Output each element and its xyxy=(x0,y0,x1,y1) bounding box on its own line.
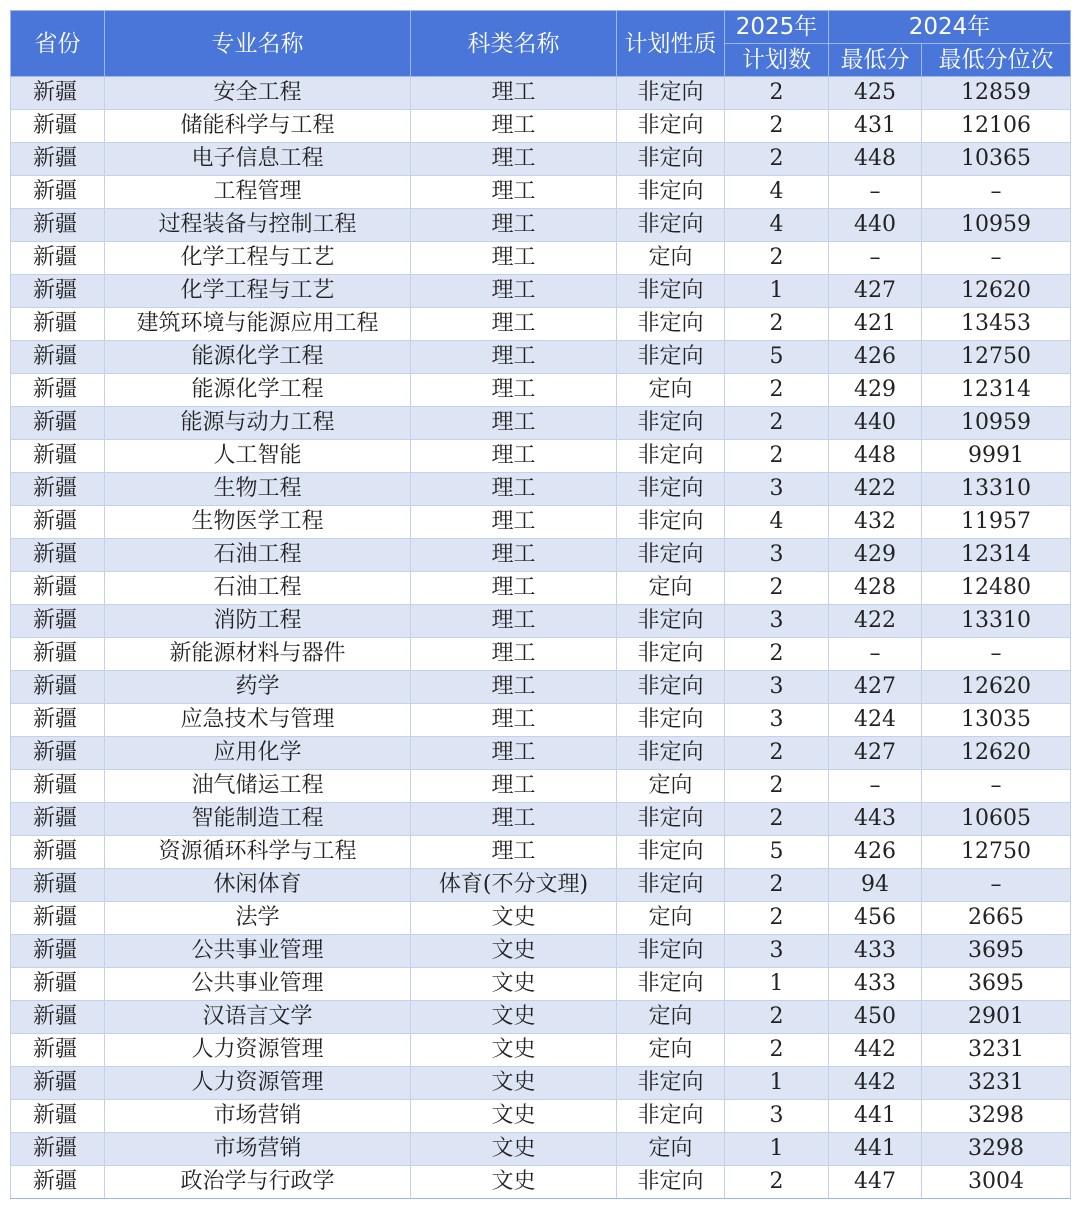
cell-plan-type: 非定向 xyxy=(617,176,725,209)
cell-plan-2025: 2 xyxy=(725,1166,829,1199)
cell-category: 文史 xyxy=(411,902,617,935)
cell-major: 储能科学与工程 xyxy=(105,110,411,143)
cell-plan-type: 非定向 xyxy=(617,704,725,737)
cell-plan-2025: 2 xyxy=(725,1034,829,1067)
cell-province: 新疆 xyxy=(11,803,105,836)
cell-plan-2025: 2 xyxy=(725,572,829,605)
cell-province: 新疆 xyxy=(11,1067,105,1100)
cell-min-score: 429 xyxy=(829,539,922,572)
table-row xyxy=(11,341,1071,374)
table-row xyxy=(11,407,1071,440)
cell-plan-2025: 1 xyxy=(725,1067,829,1100)
cell-province: 新疆 xyxy=(11,638,105,671)
cell-major: 工程管理 xyxy=(105,176,411,209)
table-row xyxy=(11,176,1071,209)
cell-plan-type: 非定向 xyxy=(617,341,725,374)
cell-min-rank: 10959 xyxy=(922,209,1071,242)
cell-major: 新能源材料与器件 xyxy=(105,638,411,671)
cell-min-rank: 3298 xyxy=(922,1133,1071,1166)
cell-province: 新疆 xyxy=(11,209,105,242)
cell-min-rank: 2665 xyxy=(922,902,1071,935)
cell-plan-type: 非定向 xyxy=(617,671,725,704)
cell-plan-2025: 2 xyxy=(725,902,829,935)
cell-province: 新疆 xyxy=(11,374,105,407)
header-year-2024: 2024年 xyxy=(829,11,1071,44)
cell-plan-2025: 1 xyxy=(725,1133,829,1166)
cell-min-score: 448 xyxy=(829,440,922,473)
cell-plan-type: 非定向 xyxy=(617,110,725,143)
cell-major: 市场营销 xyxy=(105,1133,411,1166)
cell-min-score: 424 xyxy=(829,704,922,737)
table-row xyxy=(11,473,1071,506)
cell-category: 理工 xyxy=(411,638,617,671)
cell-plan-type: 非定向 xyxy=(617,737,725,770)
cell-plan-2025: 2 xyxy=(725,869,829,902)
cell-min-rank: 13310 xyxy=(922,605,1071,638)
table-row xyxy=(11,1034,1071,1067)
cell-plan-type: 定向 xyxy=(617,770,725,803)
cell-min-score: 441 xyxy=(829,1100,922,1133)
cell-min-rank: 3004 xyxy=(922,1166,1071,1199)
cell-plan-type: 定向 xyxy=(617,1001,725,1034)
table-row xyxy=(11,209,1071,242)
cell-min-score: 443 xyxy=(829,803,922,836)
table-row xyxy=(11,143,1071,176)
cell-category: 文史 xyxy=(411,1001,617,1034)
cell-province: 新疆 xyxy=(11,737,105,770)
cell-province: 新疆 xyxy=(11,539,105,572)
cell-min-rank: 2901 xyxy=(922,1001,1071,1034)
cell-province: 新疆 xyxy=(11,341,105,374)
table-row xyxy=(11,935,1071,968)
cell-major: 油气储运工程 xyxy=(105,770,411,803)
cell-major: 石油工程 xyxy=(105,539,411,572)
cell-min-rank: 12314 xyxy=(922,374,1071,407)
cell-plan-type: 定向 xyxy=(617,572,725,605)
header-province: 省份 xyxy=(11,11,105,77)
cell-plan-2025: 3 xyxy=(725,935,829,968)
cell-min-rank: 10959 xyxy=(922,407,1071,440)
cell-plan-2025: 3 xyxy=(725,704,829,737)
table-row xyxy=(11,836,1071,869)
table-row xyxy=(11,374,1071,407)
cell-category: 理工 xyxy=(411,572,617,605)
cell-category: 理工 xyxy=(411,473,617,506)
cell-min-rank: – xyxy=(922,242,1071,275)
cell-plan-2025: 4 xyxy=(725,506,829,539)
cell-major: 化学工程与工艺 xyxy=(105,242,411,275)
cell-min-score: 442 xyxy=(829,1034,922,1067)
cell-plan-type: 非定向 xyxy=(617,1166,725,1199)
header-plan-type: 计划性质 xyxy=(617,11,725,77)
cell-major: 应用化学 xyxy=(105,737,411,770)
table-header xyxy=(11,11,1071,77)
cell-plan-2025: 2 xyxy=(725,638,829,671)
cell-plan-type: 非定向 xyxy=(617,209,725,242)
cell-min-score: – xyxy=(829,638,922,671)
cell-category: 理工 xyxy=(411,110,617,143)
cell-major: 生物工程 xyxy=(105,473,411,506)
cell-province: 新疆 xyxy=(11,506,105,539)
cell-province: 新疆 xyxy=(11,935,105,968)
cell-min-score: 433 xyxy=(829,935,922,968)
table-row xyxy=(11,1067,1071,1100)
table-row xyxy=(11,1100,1071,1133)
cell-plan-type: 非定向 xyxy=(617,605,725,638)
table-row xyxy=(11,77,1071,110)
cell-plan-2025: 1 xyxy=(725,968,829,1001)
cell-min-rank: 3695 xyxy=(922,968,1071,1001)
cell-category: 文史 xyxy=(411,1034,617,1067)
cell-min-rank: 12314 xyxy=(922,539,1071,572)
cell-min-score: 433 xyxy=(829,968,922,1001)
table-row xyxy=(11,638,1071,671)
cell-category: 理工 xyxy=(411,341,617,374)
cell-plan-type: 非定向 xyxy=(617,506,725,539)
cell-category: 文史 xyxy=(411,935,617,968)
cell-major: 化学工程与工艺 xyxy=(105,275,411,308)
cell-category: 理工 xyxy=(411,803,617,836)
cell-category: 理工 xyxy=(411,209,617,242)
cell-plan-2025: 4 xyxy=(725,176,829,209)
cell-plan-type: 定向 xyxy=(617,1034,725,1067)
cell-min-score: 94 xyxy=(829,869,922,902)
cell-province: 新疆 xyxy=(11,836,105,869)
cell-province: 新疆 xyxy=(11,143,105,176)
cell-category: 理工 xyxy=(411,770,617,803)
cell-min-score: – xyxy=(829,242,922,275)
cell-plan-type: 非定向 xyxy=(617,143,725,176)
table-row xyxy=(11,671,1071,704)
table-row xyxy=(11,704,1071,737)
table-row xyxy=(11,506,1071,539)
cell-min-rank: 13035 xyxy=(922,704,1071,737)
cell-min-rank: 12750 xyxy=(922,836,1071,869)
cell-min-rank: 12480 xyxy=(922,572,1071,605)
cell-plan-type: 非定向 xyxy=(617,275,725,308)
cell-min-score: 421 xyxy=(829,308,922,341)
table-row xyxy=(11,539,1071,572)
cell-major: 市场营销 xyxy=(105,1100,411,1133)
cell-min-rank: 3231 xyxy=(922,1034,1071,1067)
cell-min-score: 422 xyxy=(829,473,922,506)
cell-min-score: 427 xyxy=(829,671,922,704)
cell-category: 理工 xyxy=(411,77,617,110)
header-plan-2025-count: 计划数 xyxy=(725,44,829,77)
table-row xyxy=(11,1133,1071,1166)
cell-min-score: 431 xyxy=(829,110,922,143)
cell-category: 理工 xyxy=(411,737,617,770)
cell-province: 新疆 xyxy=(11,275,105,308)
cell-major: 人力资源管理 xyxy=(105,1034,411,1067)
cell-major: 生物医学工程 xyxy=(105,506,411,539)
cell-min-score: 425 xyxy=(829,77,922,110)
cell-plan-type: 非定向 xyxy=(617,803,725,836)
cell-min-score: 427 xyxy=(829,737,922,770)
cell-major: 人工智能 xyxy=(105,440,411,473)
table-row xyxy=(11,110,1071,143)
cell-min-rank: 12620 xyxy=(922,671,1071,704)
header-min-score: 最低分 xyxy=(829,44,922,77)
cell-province: 新疆 xyxy=(11,704,105,737)
cell-plan-2025: 2 xyxy=(725,110,829,143)
cell-min-score: 432 xyxy=(829,506,922,539)
cell-plan-2025: 3 xyxy=(725,605,829,638)
cell-plan-2025: 2 xyxy=(725,143,829,176)
cell-major: 石油工程 xyxy=(105,572,411,605)
cell-plan-2025: 3 xyxy=(725,1100,829,1133)
cell-plan-type: 非定向 xyxy=(617,539,725,572)
cell-category: 文史 xyxy=(411,1133,617,1166)
cell-category: 文史 xyxy=(411,968,617,1001)
cell-min-score: 447 xyxy=(829,1166,922,1199)
cell-major: 建筑环境与能源应用工程 xyxy=(105,308,411,341)
cell-category: 理工 xyxy=(411,440,617,473)
cell-plan-type: 非定向 xyxy=(617,638,725,671)
cell-major: 消防工程 xyxy=(105,605,411,638)
cell-major: 过程装备与控制工程 xyxy=(105,209,411,242)
cell-province: 新疆 xyxy=(11,902,105,935)
cell-min-score: 456 xyxy=(829,902,922,935)
table-row xyxy=(11,737,1071,770)
header-category: 科类名称 xyxy=(411,11,617,77)
cell-plan-type: 非定向 xyxy=(617,77,725,110)
cell-category: 理工 xyxy=(411,704,617,737)
cell-min-rank: – xyxy=(922,638,1071,671)
table-row xyxy=(11,572,1071,605)
cell-major: 公共事业管理 xyxy=(105,935,411,968)
cell-category: 理工 xyxy=(411,176,617,209)
table-row xyxy=(11,308,1071,341)
cell-province: 新疆 xyxy=(11,671,105,704)
cell-province: 新疆 xyxy=(11,572,105,605)
cell-province: 新疆 xyxy=(11,77,105,110)
cell-major: 法学 xyxy=(105,902,411,935)
cell-min-score: 426 xyxy=(829,341,922,374)
cell-category: 理工 xyxy=(411,506,617,539)
cell-major: 汉语言文学 xyxy=(105,1001,411,1034)
cell-min-rank: 12750 xyxy=(922,341,1071,374)
cell-category: 理工 xyxy=(411,374,617,407)
cell-major: 能源与动力工程 xyxy=(105,407,411,440)
cell-province: 新疆 xyxy=(11,1100,105,1133)
cell-province: 新疆 xyxy=(11,440,105,473)
cell-plan-2025: 2 xyxy=(725,242,829,275)
cell-plan-2025: 2 xyxy=(725,737,829,770)
table-row xyxy=(11,605,1071,638)
cell-province: 新疆 xyxy=(11,110,105,143)
cell-province: 新疆 xyxy=(11,770,105,803)
cell-min-rank: 3695 xyxy=(922,935,1071,968)
cell-category: 体育(不分文理) xyxy=(411,869,617,902)
cell-min-rank: 12620 xyxy=(922,275,1071,308)
table-row xyxy=(11,440,1071,473)
cell-major: 能源化学工程 xyxy=(105,374,411,407)
cell-major: 智能制造工程 xyxy=(105,803,411,836)
header-min-rank: 最低分位次 xyxy=(922,44,1071,77)
cell-major: 公共事业管理 xyxy=(105,968,411,1001)
table-row xyxy=(11,803,1071,836)
cell-category: 文史 xyxy=(411,1067,617,1100)
cell-min-score: 427 xyxy=(829,275,922,308)
cell-major: 人力资源管理 xyxy=(105,1067,411,1100)
table-row xyxy=(11,1166,1071,1199)
cell-plan-type: 定向 xyxy=(617,374,725,407)
cell-plan-type: 非定向 xyxy=(617,836,725,869)
cell-min-score: 440 xyxy=(829,209,922,242)
cell-min-score: 426 xyxy=(829,836,922,869)
cell-province: 新疆 xyxy=(11,308,105,341)
cell-min-rank: 12106 xyxy=(922,110,1071,143)
cell-min-rank: – xyxy=(922,176,1071,209)
cell-min-score: 428 xyxy=(829,572,922,605)
table-row xyxy=(11,275,1071,308)
cell-category: 理工 xyxy=(411,539,617,572)
cell-min-score: 450 xyxy=(829,1001,922,1034)
cell-province: 新疆 xyxy=(11,242,105,275)
cell-plan-2025: 5 xyxy=(725,836,829,869)
cell-category: 理工 xyxy=(411,671,617,704)
cell-plan-type: 非定向 xyxy=(617,935,725,968)
cell-min-rank: 12620 xyxy=(922,737,1071,770)
cell-category: 理工 xyxy=(411,407,617,440)
cell-plan-type: 非定向 xyxy=(617,473,725,506)
cell-category: 理工 xyxy=(411,242,617,275)
cell-min-rank: 10365 xyxy=(922,143,1071,176)
cell-plan-type: 非定向 xyxy=(617,1067,725,1100)
cell-province: 新疆 xyxy=(11,176,105,209)
cell-plan-2025: 2 xyxy=(725,803,829,836)
cell-min-rank: 11957 xyxy=(922,506,1071,539)
cell-min-score: 422 xyxy=(829,605,922,638)
cell-plan-type: 非定向 xyxy=(617,1100,725,1133)
cell-category: 理工 xyxy=(411,308,617,341)
cell-min-score: 442 xyxy=(829,1067,922,1100)
cell-plan-2025: 3 xyxy=(725,473,829,506)
cell-plan-2025: 3 xyxy=(725,671,829,704)
cell-plan-type: 非定向 xyxy=(617,968,725,1001)
cell-major: 药学 xyxy=(105,671,411,704)
cell-plan-2025: 4 xyxy=(725,209,829,242)
cell-province: 新疆 xyxy=(11,1166,105,1199)
cell-plan-2025: 1 xyxy=(725,275,829,308)
cell-min-score: 440 xyxy=(829,407,922,440)
cell-major: 能源化学工程 xyxy=(105,341,411,374)
cell-plan-type: 非定向 xyxy=(617,440,725,473)
cell-plan-2025: 2 xyxy=(725,770,829,803)
cell-min-rank: 13453 xyxy=(922,308,1071,341)
cell-min-rank: 3231 xyxy=(922,1067,1071,1100)
cell-major: 休闲体育 xyxy=(105,869,411,902)
table-row xyxy=(11,968,1071,1001)
cell-province: 新疆 xyxy=(11,869,105,902)
table-row xyxy=(11,770,1071,803)
cell-province: 新疆 xyxy=(11,968,105,1001)
cell-plan-type: 定向 xyxy=(617,1133,725,1166)
table-row xyxy=(11,1001,1071,1034)
header-major: 专业名称 xyxy=(105,11,411,77)
cell-plan-type: 非定向 xyxy=(617,407,725,440)
cell-min-score: 429 xyxy=(829,374,922,407)
table-row xyxy=(11,242,1071,275)
cell-plan-2025: 2 xyxy=(725,407,829,440)
cell-plan-2025: 2 xyxy=(725,1001,829,1034)
cell-plan-2025: 3 xyxy=(725,539,829,572)
admission-table-container xyxy=(10,10,1070,1199)
cell-min-rank: – xyxy=(922,869,1071,902)
cell-plan-2025: 2 xyxy=(725,374,829,407)
cell-major: 政治学与行政学 xyxy=(105,1166,411,1199)
header-row-top xyxy=(11,11,1071,44)
table-row xyxy=(11,869,1071,902)
cell-major: 应急技术与管理 xyxy=(105,704,411,737)
cell-min-score: 441 xyxy=(829,1133,922,1166)
cell-province: 新疆 xyxy=(11,407,105,440)
table-row xyxy=(11,902,1071,935)
cell-plan-2025: 5 xyxy=(725,341,829,374)
cell-min-rank: 13310 xyxy=(922,473,1071,506)
cell-category: 理工 xyxy=(411,143,617,176)
cell-min-score: 448 xyxy=(829,143,922,176)
cell-min-rank: 12859 xyxy=(922,77,1071,110)
cell-plan-type: 定向 xyxy=(617,242,725,275)
cell-plan-type: 非定向 xyxy=(617,869,725,902)
cell-category: 理工 xyxy=(411,275,617,308)
cell-min-rank: 10605 xyxy=(922,803,1071,836)
cell-min-rank: 3298 xyxy=(922,1100,1071,1133)
cell-plan-type: 非定向 xyxy=(617,308,725,341)
cell-province: 新疆 xyxy=(11,1133,105,1166)
cell-category: 理工 xyxy=(411,836,617,869)
cell-min-score: – xyxy=(829,770,922,803)
cell-min-rank: 9991 xyxy=(922,440,1071,473)
cell-province: 新疆 xyxy=(11,1034,105,1067)
cell-plan-type: 定向 xyxy=(617,902,725,935)
cell-category: 文史 xyxy=(411,1100,617,1133)
admission-plan-table xyxy=(10,10,1071,1199)
cell-plan-2025: 2 xyxy=(725,308,829,341)
header-plan-2025-year: 2025年 xyxy=(725,11,829,44)
cell-min-rank: – xyxy=(922,770,1071,803)
cell-category: 文史 xyxy=(411,1166,617,1199)
cell-min-score: – xyxy=(829,176,922,209)
table-body xyxy=(11,77,1071,1199)
cell-major: 电子信息工程 xyxy=(105,143,411,176)
cell-province: 新疆 xyxy=(11,1001,105,1034)
cell-major: 资源循环科学与工程 xyxy=(105,836,411,869)
cell-major: 安全工程 xyxy=(105,77,411,110)
cell-category: 理工 xyxy=(411,605,617,638)
cell-plan-2025: 2 xyxy=(725,77,829,110)
cell-province: 新疆 xyxy=(11,473,105,506)
cell-plan-2025: 2 xyxy=(725,440,829,473)
cell-province: 新疆 xyxy=(11,605,105,638)
